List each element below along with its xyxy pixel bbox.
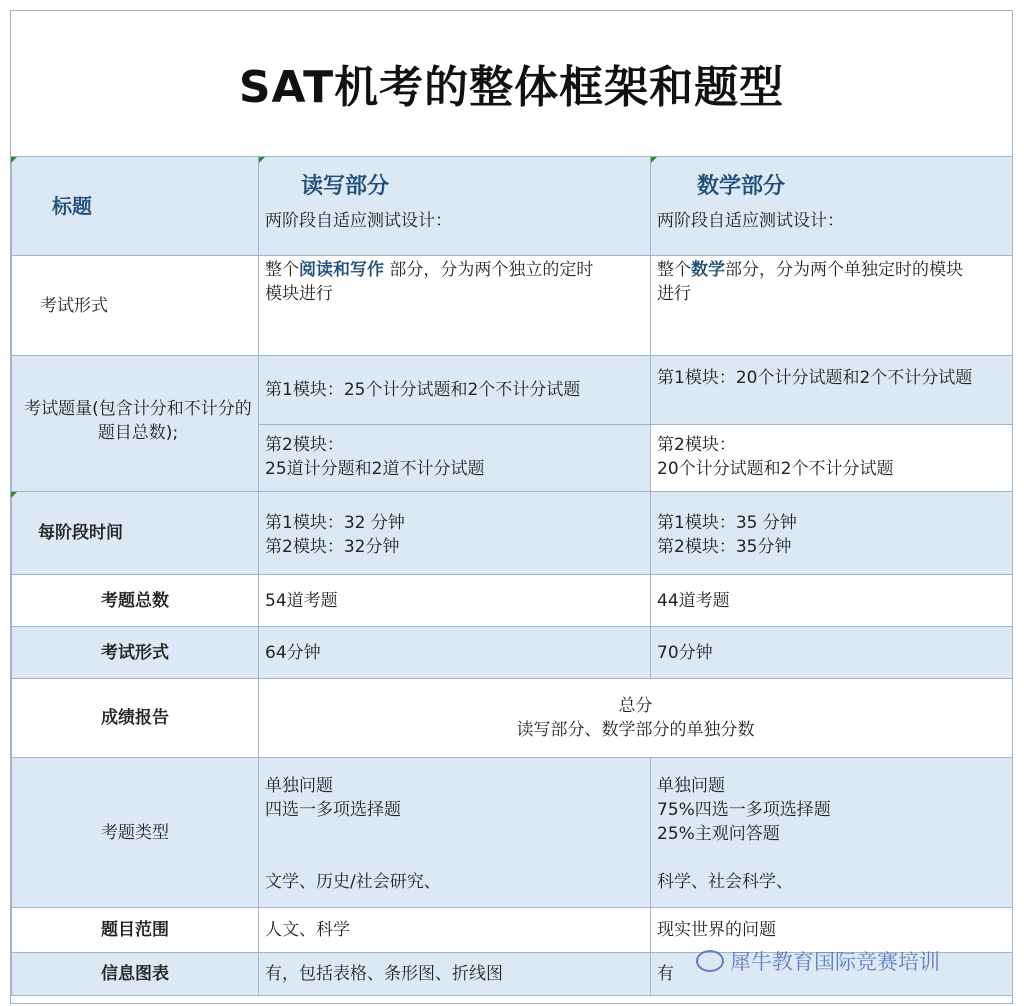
types-rw-line3: 文学、历史/社会研究、 (265, 872, 441, 892)
total-math: 44道考题 (657, 590, 730, 611)
time-rw-line1: 第1模块：32 分钟 (265, 513, 405, 533)
total-label: 考题总数 (101, 590, 169, 611)
time-label-cell (11, 491, 259, 575)
count-math-m1: 第1模块：20个计分试题和2个不计分试题 (657, 368, 973, 388)
format-math-text: 整个 (657, 260, 691, 280)
header-label-cell (11, 156, 259, 256)
format-math-text-end: 部分，分为两个单独定时的模块进行 (657, 260, 963, 304)
types-math-line2: 75%四选一多项选择题 (657, 800, 831, 820)
types-rw-line1: 单独问题 (265, 776, 333, 796)
format-math-highlight: 数学 (691, 260, 725, 280)
count-label-cell (11, 355, 259, 492)
types-label: 考题类型 (101, 822, 169, 843)
report-line2: 读写部分、数学部分的单独分数 (516, 720, 755, 740)
format-label-cell (11, 255, 259, 356)
rw-section-title: 读写部分 (301, 174, 390, 199)
duration-label-cell (11, 626, 259, 679)
time-label: 每阶段时间 (38, 523, 123, 543)
charts-label: 信息图表 (101, 964, 169, 984)
format-rw-text: 整个 (265, 260, 299, 280)
charts-rw-cell (258, 952, 651, 996)
count-math-m1-cell (650, 355, 1013, 425)
corner-marker (11, 157, 17, 163)
scope-math: 现实世界的问题 (657, 920, 776, 940)
report-value-cell (258, 678, 1013, 758)
format-rw-highlight: 阅读和写作 (299, 260, 384, 280)
count-math-m2-cell (650, 424, 1013, 492)
duration-rw: 64分钟 (265, 642, 321, 663)
total-rw: 54道考题 (265, 590, 338, 611)
count-math-m2-line2: 20个计分试题和2个不计分试题 (657, 459, 894, 479)
types-math-line3: 25%主观问答题 (657, 824, 780, 844)
count-label: 考试题量(包含计分和不计分的题目总数); (24, 398, 252, 443)
types-math-line1: 单独问题 (657, 776, 725, 796)
scope-rw: 人文、科学 (265, 920, 350, 940)
types-rw-line2: 四选一多项选择题 (265, 800, 401, 820)
header-rw-cell (258, 156, 651, 256)
time-math-cell (650, 491, 1013, 575)
count-rw-m1-cell (258, 355, 651, 425)
header-math-cell (650, 156, 1013, 256)
types-math-cell (650, 757, 1013, 908)
duration-label: 考试形式 (101, 642, 169, 663)
duration-rw-cell (258, 626, 651, 679)
count-math-m2-line1: 第2模块： (657, 435, 736, 455)
scope-label-cell (11, 907, 259, 953)
rw-design-text: 两阶段自适应测试设计： (265, 211, 452, 231)
time-rw-line2: 第2模块：32分钟 (265, 537, 400, 557)
count-rw-m2-line2: 25道计分题和2道不计分试题 (265, 459, 485, 479)
count-rw-m2-line1: 第2模块： (265, 435, 344, 455)
watermark (696, 946, 940, 976)
types-math-line4: 科学、社会科学、 (657, 872, 793, 892)
corner-marker (651, 157, 657, 163)
total-rw-cell (258, 574, 651, 627)
charts-rw: 有，包括表格、条形图、折线图 (265, 964, 503, 984)
page-title: SAT机考的整体框架和题型 (238, 62, 785, 113)
format-label: 考试形式 (40, 295, 108, 316)
report-label-cell (11, 678, 259, 758)
count-rw-m1: 第1模块：25个计分试题和2个不计分试题 (265, 380, 581, 400)
wechat-icon (696, 950, 724, 972)
time-math-line2: 第2模块：35分钟 (657, 537, 792, 557)
total-math-cell (650, 574, 1013, 627)
watermark-text: 犀牛教育国际竞赛培训 (730, 950, 940, 974)
format-rw-text-end: 部分，分为两个独立的定时模块进行 (265, 260, 594, 304)
duration-math-cell (650, 626, 1013, 679)
charts-label-cell (11, 952, 259, 996)
time-math-line1: 第1模块：35 分钟 (657, 513, 797, 533)
corner-marker (11, 492, 17, 498)
types-label-cell (11, 757, 259, 908)
count-rw-m2-cell (258, 424, 651, 492)
corner-marker (259, 157, 265, 163)
math-design-text: 两阶段自适应测试设计： (657, 211, 844, 231)
header-label: 标题 (52, 194, 92, 218)
report-line1: 总分 (618, 696, 653, 716)
format-rw-cell (258, 255, 651, 356)
format-math-cell (650, 255, 1013, 356)
types-rw-cell (258, 757, 651, 908)
charts-math: 有 (657, 964, 674, 984)
total-label-cell (11, 574, 259, 627)
math-section-title: 数学部分 (697, 174, 786, 199)
scope-rw-cell (258, 907, 651, 953)
duration-math: 70分钟 (657, 642, 713, 663)
time-rw-cell (258, 491, 651, 575)
report-label: 成绩报告 (101, 708, 169, 728)
scope-label: 题目范围 (101, 920, 169, 940)
